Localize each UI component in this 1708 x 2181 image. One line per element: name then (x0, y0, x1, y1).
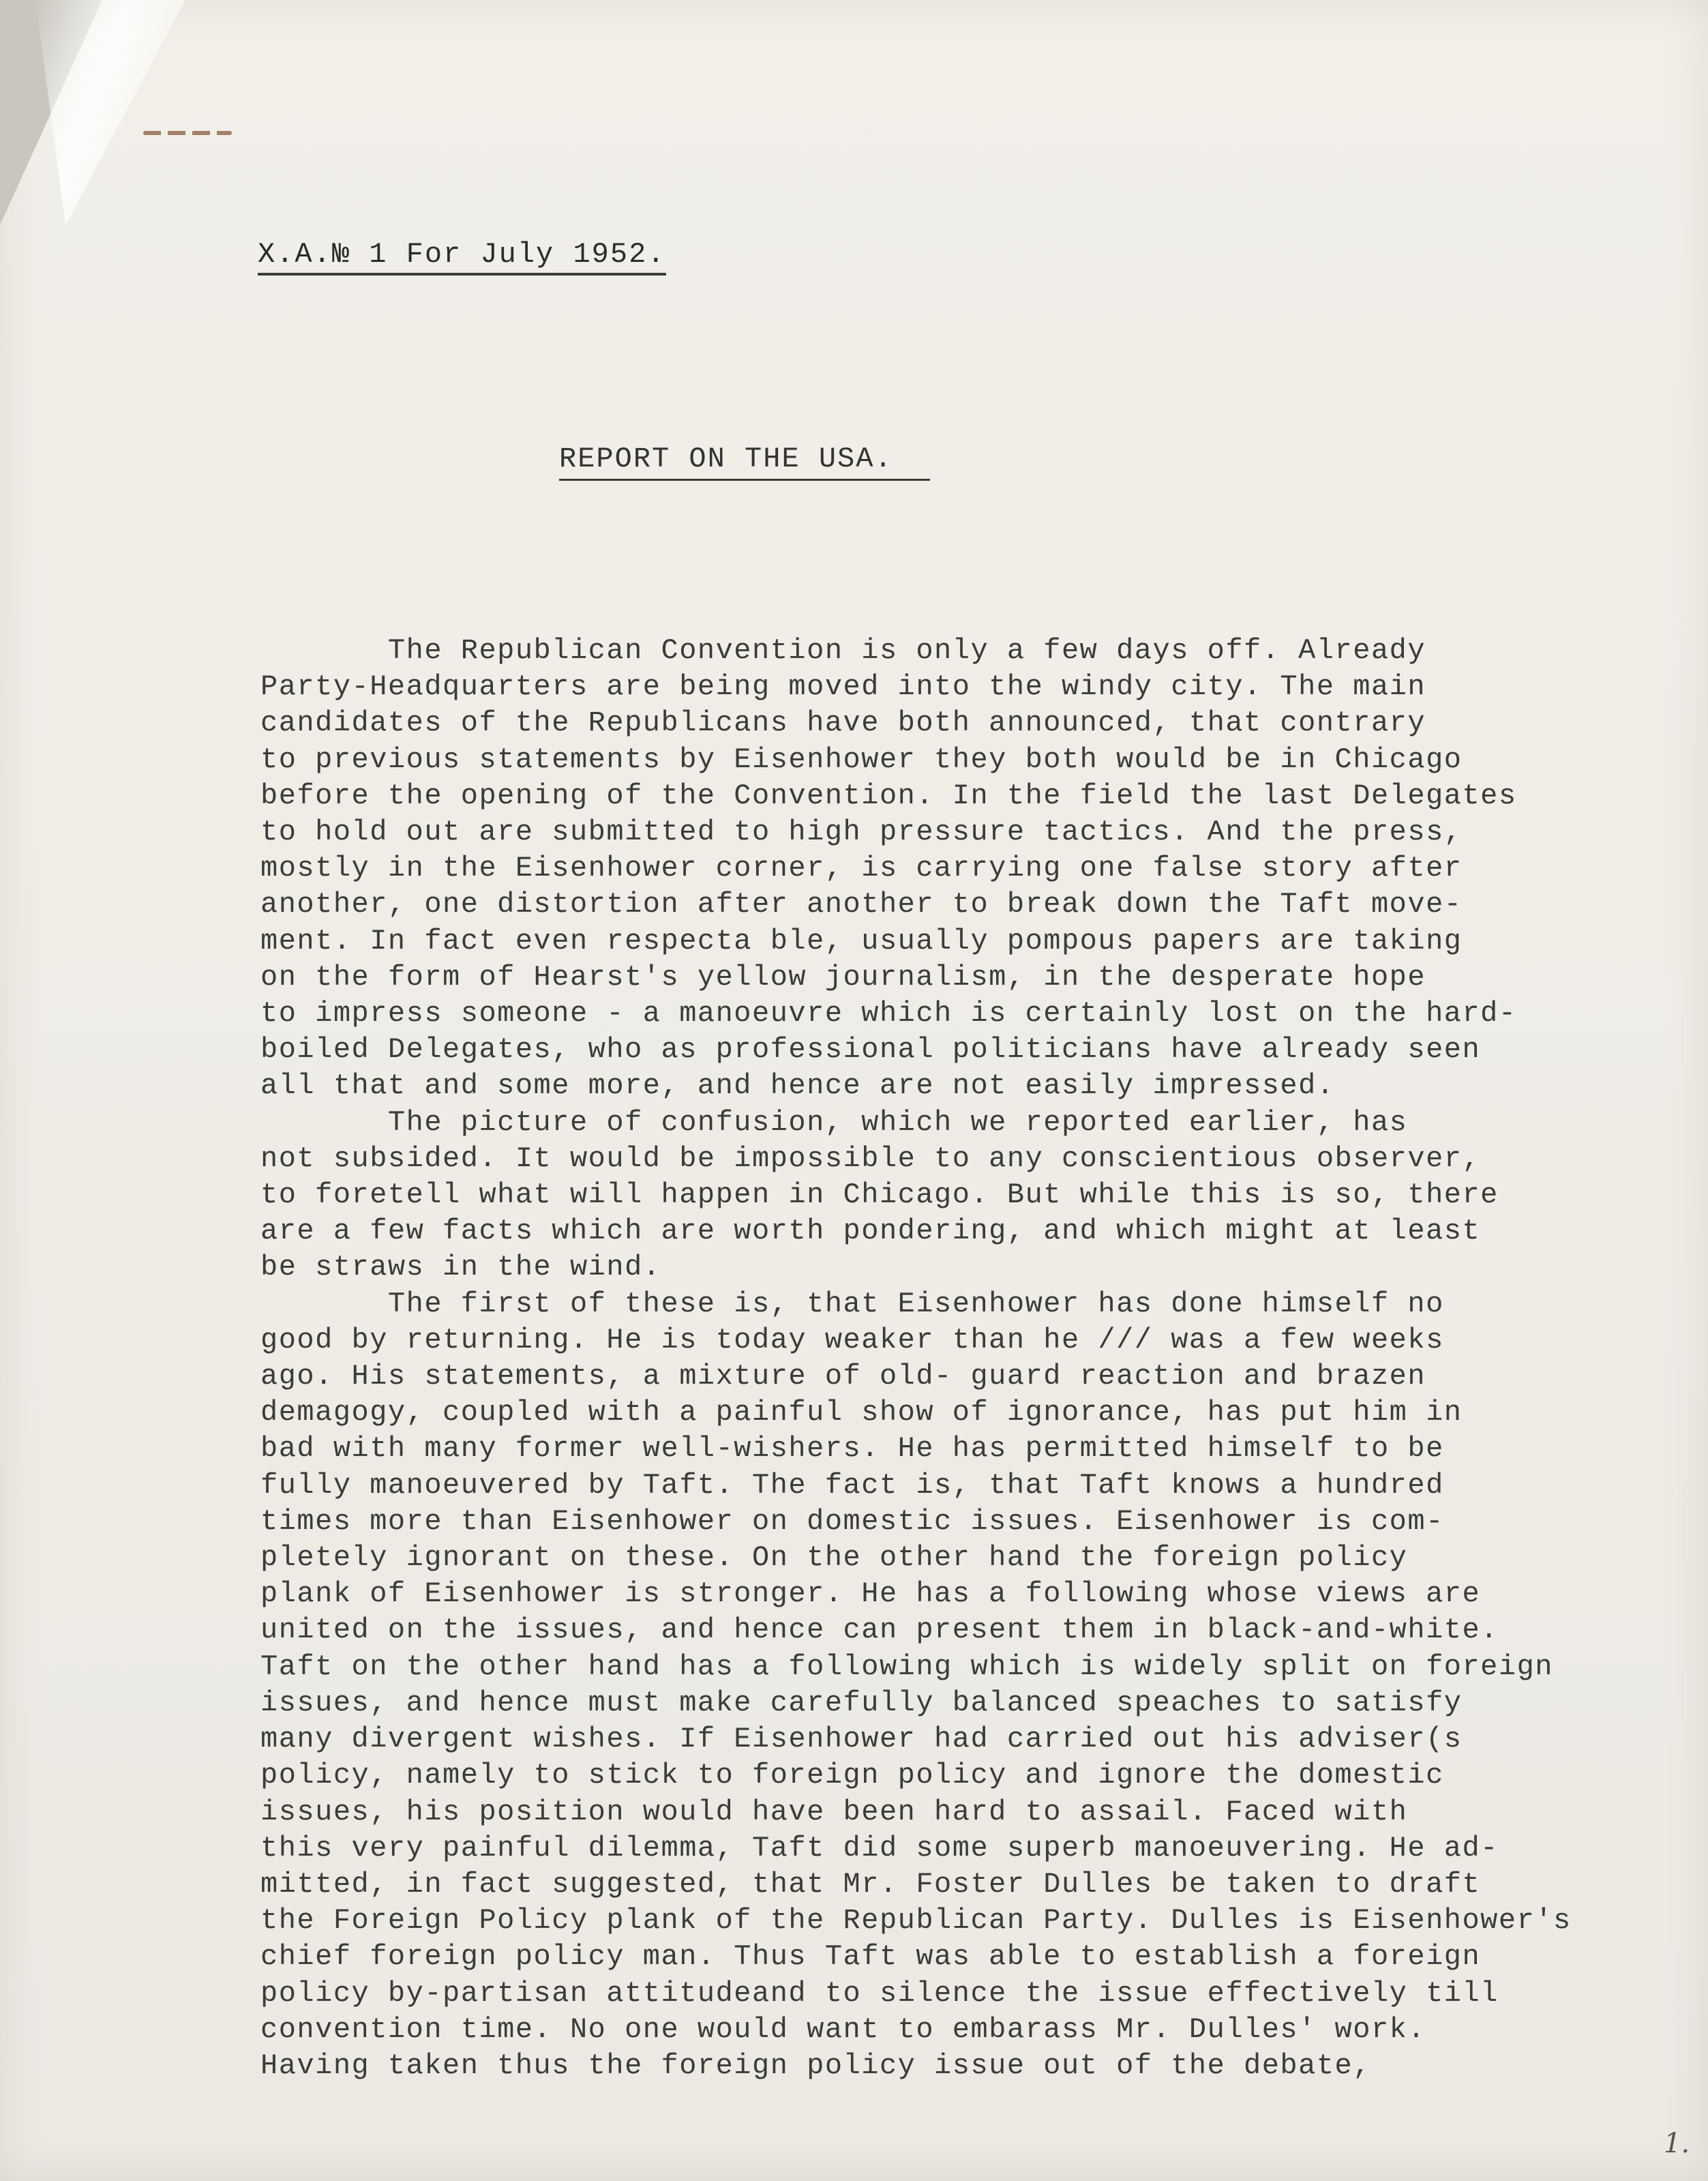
body-line: to previous statements by Eisenhower they both would be in Chicago (260, 743, 1463, 776)
body-line: issues, and hence must make carefully balanced speaches to satisfy (260, 1686, 1463, 1719)
report-body (260, 633, 1699, 2084)
staple-mark (143, 131, 232, 135)
document-code: X.A.№ 1 For July 1952. (258, 239, 666, 276)
body-line: to hold out are submitted to high pressure tactics. And the press, (260, 816, 1463, 849)
body-line: fully manoeuvered by Taft. The fact is, that Taft knows a hundred (260, 1468, 1444, 1502)
body-line: many divergent wishes. If Eisenhower had carried out his adviser(s (260, 1723, 1463, 1756)
page-title: REPORT ON THE USA. (559, 443, 930, 481)
body-line: mitted, in fact suggested, that Mr. Foster Dulles be taken to draft (260, 1867, 1481, 1901)
body-line: convention time. No one would want to embarass Mr. Dulles' work. (260, 2013, 1426, 2046)
body-line: The Republican Convention is only a few days off. Already (260, 634, 1426, 667)
body-line: Taft on the other hand has a following which is widely split on foreign (260, 1650, 1553, 1683)
body-line: bad with many former well-wishers. He has permitted himself to be (260, 1432, 1444, 1466)
body-line: Having taken thus the foreign policy issue out of the debate, (260, 2049, 1371, 2082)
body-line: ago. His statements, a mixture of old- guard reaction and brazen (260, 1360, 1426, 1393)
body-line: policy, namely to stick to foreign policy and ignore the domestic (260, 1759, 1444, 1792)
body-line: The first of these is, that Eisenhower has done himself no (260, 1287, 1444, 1320)
body-line: Party-Headquarters are being moved into the windy city. The main (260, 670, 1426, 704)
body-line: to impress someone - a manoeuvre which is certainly lost on the hard- (260, 997, 1517, 1030)
page-number: 1. (1664, 2128, 1690, 2159)
body-line: before the opening of the Convention. In the field the last Delegates (260, 779, 1517, 812)
body-line: to foretell what will happen in Chicago. But while this is so, there (260, 1178, 1499, 1212)
body-line: issues, his position would have been hard to assail. Faced with (260, 1795, 1408, 1828)
body-line: not subsided. It would be impossible to any conscientious observer, (260, 1142, 1481, 1175)
body-line: candidates of the Republicans have both announced, that contrary (260, 707, 1426, 740)
body-line: times more than Eisenhower on domestic issues. Eisenhower is com- (260, 1504, 1444, 1538)
body-line: be straws in the wind. (260, 1251, 661, 1284)
body-line: united on the issues, and hence can present them in black-and-white. (260, 1614, 1499, 1647)
body-line: on the form of Hearst's yellow journalism, in the desperate hope (260, 960, 1426, 994)
body-line: policy by-partisan attitudeand to silence the issue effectively till (260, 1976, 1499, 2010)
body-line: good by returning. He is today weaker than he /// was a few weeks (260, 1323, 1444, 1356)
body-line: The picture of confusion, which we reported earlier, has (260, 1106, 1408, 1139)
body-line: chief foreign policy man. Thus Taft was able to establish a foreign (260, 1940, 1481, 1974)
body-line: mostly in the Eisenhower corner, is carrying one false story after (260, 852, 1463, 885)
body-line: plank of Eisenhower is stronger. He has a following whose views are (260, 1577, 1481, 1611)
body-line: all that and some more, and hence are not easily impressed. (260, 1069, 1335, 1103)
body-line: another, one distortion after another to break down the Taft move- (260, 888, 1463, 921)
body-line: are a few facts which are worth pondering, and which might at least (260, 1215, 1481, 1248)
body-line: this very painful dilemma, Taft did some superb manoeuvering. He ad- (260, 1831, 1499, 1865)
body-line: the Foreign Policy plank of the Republican Party. Dulles is Eisenhower's (260, 1904, 1572, 1938)
body-line: demagogy, coupled with a painful show of ignorance, has put him in (260, 1396, 1463, 1429)
body-line: boiled Delegates, who as professional politicians have already seen (260, 1033, 1481, 1067)
body-line: pletely ignorant on these. On the other hand the foreign policy (260, 1541, 1408, 1575)
body-line: ment. In fact even respecta ble, usually pompous papers are taking (260, 924, 1463, 958)
